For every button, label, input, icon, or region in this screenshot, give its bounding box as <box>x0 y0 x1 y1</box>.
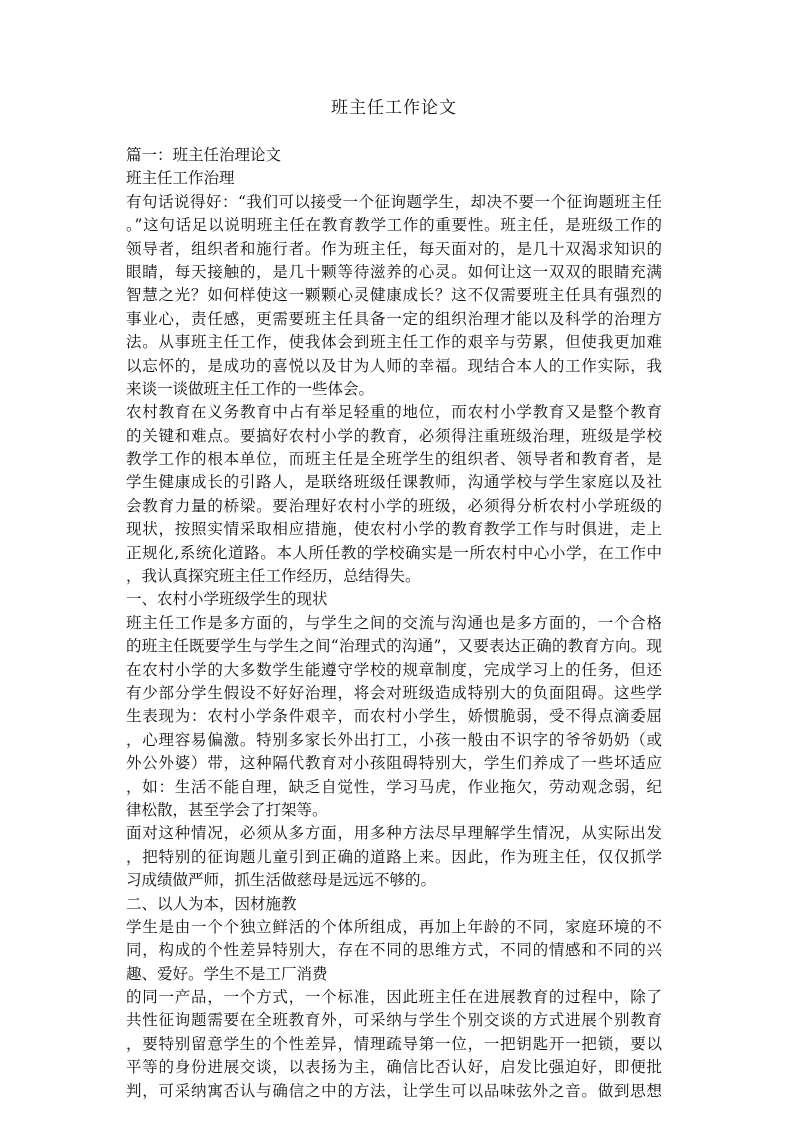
text-line: ，如：生活不能自理，缺乏自觉性，学习马虎，作业拖欠，劳动观念弱，纪 <box>126 777 662 796</box>
text-line: 习成绩做严师，抓生活做慈母是远远不够的。 <box>126 871 437 890</box>
text-line: 二、以人为本，因材施教 <box>126 894 297 913</box>
text-line: 班主任工作治理 <box>126 169 235 188</box>
text-line: 判，可采纳寓否认与确信之中的方法，让学生可以品味弦外之音。做到思想 <box>126 1081 662 1100</box>
text-line: 。”这句话足以说明班主任在教育教学工作的重要性。班主任，是班级工作的 <box>126 216 662 235</box>
text-line: 智慧之光？如何样使这一颗颗心灵健康成长？这不仅需要班主任具有强烈的 <box>126 286 662 305</box>
text-line: 有少部分学生假设不好好治理，将会对班级造成特别大的负面阻碍。这些学 <box>126 683 662 702</box>
text-line: 教学工作的根本单位，而班主任是全班学生的组织者、领导者和教育者，是 <box>126 450 662 469</box>
text-line: 律松散，甚至学会了打架等。 <box>126 800 328 819</box>
text-line: 事业心，责任感，更需要班主任具备一定的组织治理才能以及科学的治理方 <box>126 309 662 328</box>
text-line: 农村教育在义务教育中占有举足轻重的地位，而农村小学教育又是整个教育 <box>126 403 662 422</box>
text-line: 面对这种情况，必须从多方面，用多种方法尽早理解学生情况，从实际出发 <box>126 824 662 843</box>
text-line: 生表现为：农村小学条件艰辛，而农村小学生，娇惯脆弱，受不得点滴委屈 <box>126 707 662 726</box>
document-page <box>126 97 662 1103</box>
text-line: 篇一：班主任治理论文 <box>126 146 282 164</box>
text-line: 同，构成的个性差异特别大，存在不同的思维方式，不同的情感和不同的兴 <box>126 941 662 960</box>
text-line: 眼睛，每天接触的，是几十颗等待滋养的心灵。如何让这一双双的眼睛充满 <box>126 262 662 281</box>
text-line: 现状，按照实情采取相应措施，使农村小学的教育教学工作与时俱进，走上 <box>126 520 662 539</box>
text-line: 平等的身份进展交谈，以表扬为主，确信比否认好，启发比强迫好，即便批 <box>126 1058 662 1077</box>
text-line: 学生健康成长的引路人，是联络班级任课教师，沟通学校与学生家庭以及社 <box>126 473 662 492</box>
text-line: 学生是由一个个独立鲜活的个体所组成，再加上年龄的不同，家庭环境的不 <box>126 917 662 936</box>
text-line: 一、农村小学班级学生的现状 <box>126 590 328 609</box>
text-line: ，心理容易偏激。特别多家长外出打工，小孩一般由不识字的爷爷奶奶（或 <box>126 730 662 749</box>
text-line: 的班主任既要学生与学生之间“治理式的沟通”，又要表达正确的教育方向。现 <box>126 637 662 656</box>
text-line: ，我认真探究班主任工作经历，总结得失。 <box>126 567 421 586</box>
text-line: 正规化,系统化道路。本人所任教的学校确实是一所农村中心小学，在工作中 <box>126 543 662 562</box>
text-line: 在农村小学的大多数学生能遵守学校的规章制度，完成学习上的任务，但还 <box>126 660 662 679</box>
text-line: 会教育力量的桥梁。要治理好农村小学的班级，必须得分析农村小学班级的 <box>126 496 662 515</box>
text-line: 以忘怀的，是成功的喜悦以及甘为人师的幸福。现结合本人的工作实际，我 <box>126 356 662 375</box>
document-body <box>126 144 662 1103</box>
text-line: 领导者，组织者和施行者。作为班主任，每天面对的，是几十双渴求知识的 <box>126 239 662 258</box>
text-line: 来谈一谈做班主任工作的一些体会。 <box>126 379 375 398</box>
document-title: 班主任工作论文 <box>331 98 457 118</box>
text-line: 共性征询题需要在全班教育外，可采纳与学生个别交谈的方式进展个别教育 <box>126 1011 662 1030</box>
text-line: 趣、爱好。学生不是工厂消费 <box>126 964 328 983</box>
text-line: 法。从事班主任工作，使我体会到班主任工作的艰辛与劳累，但使我更加难 <box>126 333 662 352</box>
text-line: 的关键和难点。要搞好农村小学的教育，必须得注重班级治理，班级是学校 <box>126 426 662 445</box>
text-line: ，把特别的征询题儿童引到正确的道路上来。因此，作为班主任，仅仅抓学 <box>126 847 662 866</box>
text-line: 的同一产品，一个方式，一个标准，因此班主任在进展教育的过程中，除了 <box>126 988 662 1007</box>
text-line: 外公外婆）带，这种隔代教育对小孩阻碍特别大，学生们养成了一些坏适应 <box>126 754 662 773</box>
text-line: ，要特别留意学生的个性差异，情理疏导第一位，一把钥匙开一把锁，要以 <box>126 1034 662 1053</box>
text-line: 班主任工作是多方面的，与学生之间的交流与沟通也是多方面的，一个合格 <box>126 613 662 632</box>
text-line: 有句话说得好：“我们可以接受一个征询题学生，却决不要一个征询题班主任 <box>126 192 662 211</box>
